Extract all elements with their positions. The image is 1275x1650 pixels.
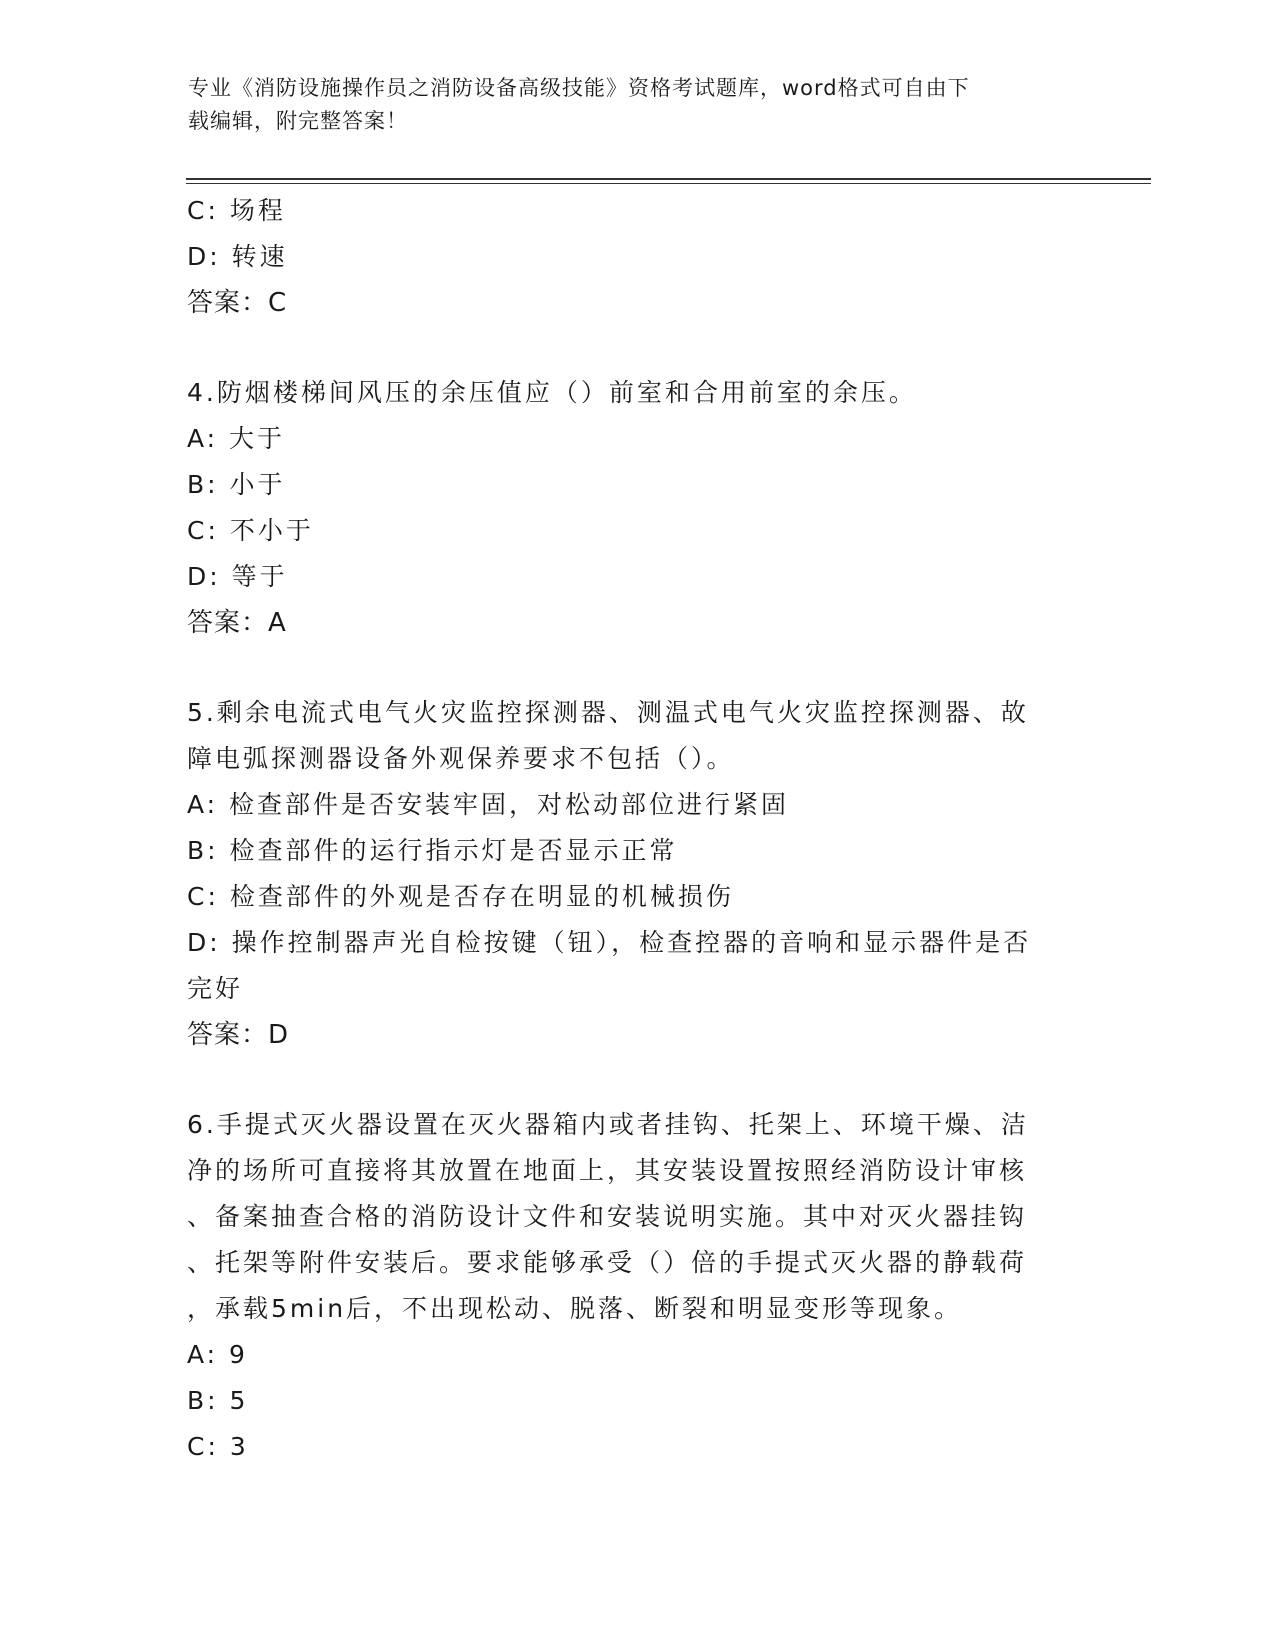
- header-rule-thick: [186, 178, 1151, 180]
- option-c: C: 场程: [187, 196, 286, 225]
- option-c: C: 3: [187, 1432, 249, 1461]
- option-a: A: 检查部件是否安装牢固，对松动部位进行紧固: [187, 790, 790, 819]
- question-text-line: 6.手提式灭火器设置在灭火器箱内或者挂钩、托架上、环境干燥、洁: [187, 1110, 1029, 1139]
- question-5: [187, 690, 1087, 1058]
- question-content: [187, 188, 1087, 1470]
- option-d-continued: 完好: [187, 974, 244, 1003]
- question-6: [187, 1102, 1087, 1470]
- question-text-line: ，承载5min后，不出现松动、脱落、断裂和明显变形等现象。: [187, 1294, 963, 1323]
- answer-line: 答案：D: [187, 1020, 290, 1050]
- answer-line: 答案：A: [187, 608, 287, 638]
- option-a: A: 大于: [187, 424, 286, 453]
- option-d: D: 转速: [187, 242, 288, 271]
- option-b: B: 检查部件的运行指示灯是否显示正常: [187, 836, 678, 865]
- option-c: C: 检查部件的外观是否存在明显的机械损伤: [187, 882, 734, 911]
- option-a: A: 9: [187, 1340, 248, 1369]
- option-d: D: 操作控制器声光自检按键（钮），检查控器的音响和显示器件是否: [187, 928, 1032, 957]
- header-line-2: 载编辑，附完整答案！: [188, 109, 408, 133]
- option-b: B: 5: [187, 1386, 249, 1415]
- question-text-line: 障电弧探测器设备外观保养要求不包括（）。: [187, 744, 735, 773]
- option-c: C: 不小于: [187, 516, 314, 545]
- question-text-line: 4.防烟楼梯间风压的余压值应（）前室和合用前室的余压。: [187, 378, 917, 407]
- question-text-line: 、备案抽查合格的消防设计文件和安装说明实施。其中对灭火器挂钩: [187, 1202, 1028, 1231]
- answer-line: 答案：C: [187, 288, 288, 318]
- question-text-line: 净的场所可直接将其放置在地面上，其安装设置按照经消防设计审核: [187, 1156, 1028, 1185]
- header-line-1: 专业《消防设施操作员之消防设备高级技能》资格考试题库，word格式可自由下: [188, 76, 970, 100]
- header-text: [188, 72, 1088, 138]
- question-4: [187, 370, 1087, 646]
- question-text-line: 、托架等附件安装后。要求能够承受（）倍的手提式灭火器的静载荷: [187, 1248, 1028, 1277]
- question-text-line: 5.剩余电流式电气火灾监控探测器、测温式电气火灾监控探测器、故: [187, 698, 1029, 727]
- question-3-continued: [187, 188, 1087, 326]
- header-rule-thin: [186, 183, 1151, 184]
- option-b: B: 小于: [187, 470, 286, 499]
- option-d: D: 等于: [187, 562, 288, 591]
